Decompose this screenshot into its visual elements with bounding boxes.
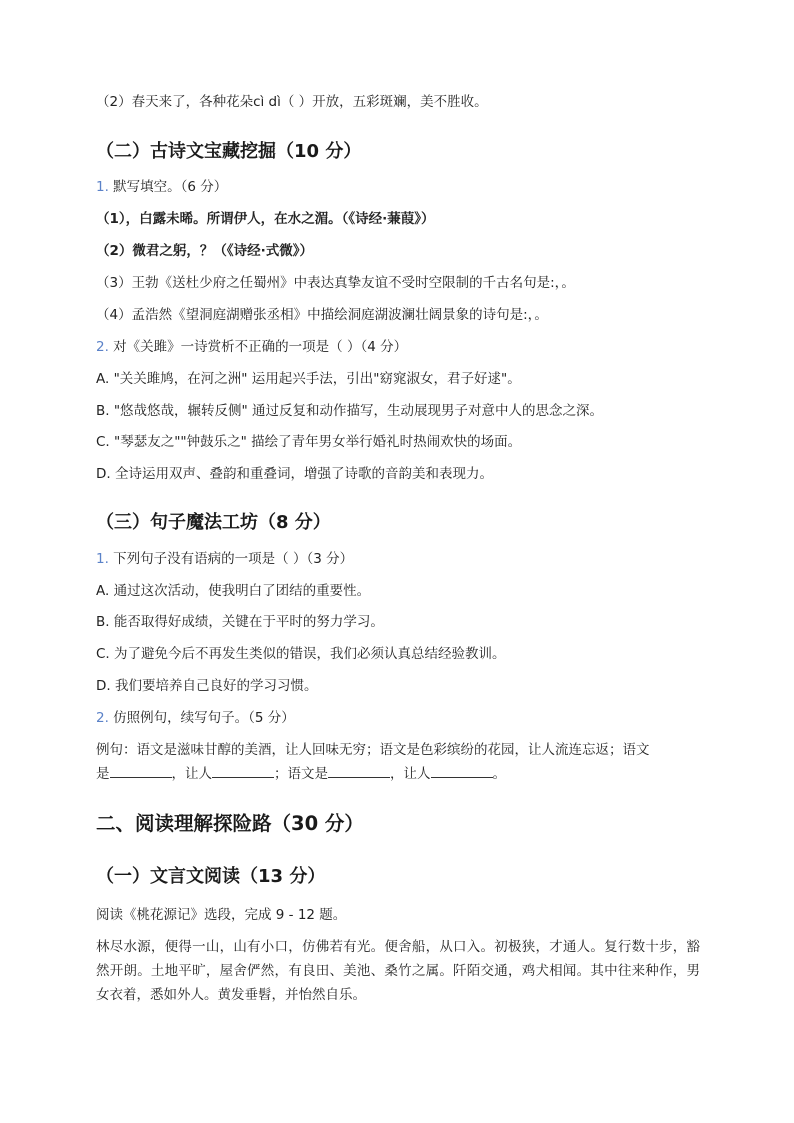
answer-blank[interactable]	[431, 765, 493, 778]
answer-blank[interactable]	[110, 765, 172, 778]
fill-text: ，让人	[390, 766, 431, 782]
poem-question-1	[96, 177, 227, 197]
fill-text: ，让人	[171, 766, 212, 782]
question-text: 下列句子没有语病的一项是（ ）（3 分）	[108, 551, 354, 567]
poem-fill-1: （1），白露未晞。所谓伊人，在水之湄。（《诗经·蒹葭》）	[96, 211, 435, 227]
question-spring-pinyin: （2）春天来了，各种花朵cì dì（ ）开放，五彩斑斓，美不胜收。	[96, 94, 488, 110]
section-heading-sentence: （三）句子魔法工坊（8 分）	[96, 512, 331, 533]
option-b: B. "悠哉悠哉，辗转反侧" 通过反复和动作描写，生动展现男子对意中人的思念之深。	[96, 403, 604, 419]
example-fill-line	[96, 764, 506, 784]
poem-fill-2	[96, 241, 313, 261]
option-d: D. 全诗运用双声、叠韵和重叠词，增强了诗歌的音韵美和表现力。	[96, 466, 493, 482]
question-number: 1.	[96, 551, 109, 567]
reading-instruction: 阅读《桃花源记》选段，完成 9 - 12 题。	[96, 907, 347, 923]
answer-blank[interactable]	[212, 765, 274, 778]
poem-fill-3: （3）王勃《送杜少府之任蜀州》中表达真挚友谊不受时空限制的千古名句是:，。	[96, 275, 575, 291]
option-d: D. 我们要培养自己良好的学习习惯。	[96, 678, 318, 694]
fill-text: ；语文是	[274, 766, 328, 782]
part-heading-reading: 二、阅读理解探险路（30 分）	[96, 812, 364, 835]
poem-question-2	[96, 337, 407, 357]
question-number: 2.	[96, 710, 109, 726]
question-number: 1.	[96, 179, 109, 195]
answer-blank[interactable]	[328, 765, 390, 778]
option-c: C. 为了避免今后不再发生类似的错误，我们必须认真总结经验教训。	[96, 646, 506, 662]
option-b: B. 能否取得好成绩，关键在于平时的努力学习。	[96, 614, 384, 630]
question-number: 2.	[96, 339, 109, 355]
sentence-question-1	[96, 549, 353, 569]
question-text: 对《关雎》一诗赏析不正确的一项是（ ）（4 分）	[108, 339, 408, 355]
option-c: C. "琴瑟友之""钟鼓乐之" 描绘了青年男女举行婚礼时热闹欢快的场面。	[96, 434, 522, 450]
section-heading-classical: （一）文言文阅读（13 分）	[96, 866, 326, 887]
poem-fill-2-text: （2）微君之躬，？（《诗经·式微》）	[96, 243, 314, 259]
example-sentence: 例句：语文是滋味甘醇的美酒，让人回味无穷；语文是色彩缤纷的花园，让人流连忘返；语文	[96, 742, 650, 758]
section-heading-ancient-poetry: （二）古诗文宝藏挖掘（10 分）	[96, 141, 362, 162]
option-a: A. 通过这次活动，使我明白了团结的重要性。	[96, 583, 371, 599]
option-a: A. "关关雎鸠，在河之洲" 运用起兴手法，引出"窈窕淑女，君子好逑"。	[96, 371, 521, 387]
sentence-question-2	[96, 708, 295, 728]
question-text: 仿照例句，续写句子。（5 分）	[108, 710, 295, 726]
fill-text: 。	[492, 766, 506, 782]
fill-text: 是	[96, 766, 110, 782]
classical-passage: 林尽水源，便得一山，山有小口，仿佛若有光。便舍船，从口入。初极狭，才通人。复行数十步，豁然开朗。土地平旷，屋舍俨然，有良田、美池、桑竹之属。阡陌交通，鸡犬相闻。其中往来种作，男女衣着，悉如外人。黄发垂髫，并怡然自乐。	[96, 939, 700, 1003]
question-text: 默写填空。（6 分）	[108, 179, 228, 195]
poem-fill-4: （4）孟浩然《望洞庭湖赠张丞相》中描绘洞庭湖波澜壮阔景象的诗句是:，。	[96, 307, 548, 323]
